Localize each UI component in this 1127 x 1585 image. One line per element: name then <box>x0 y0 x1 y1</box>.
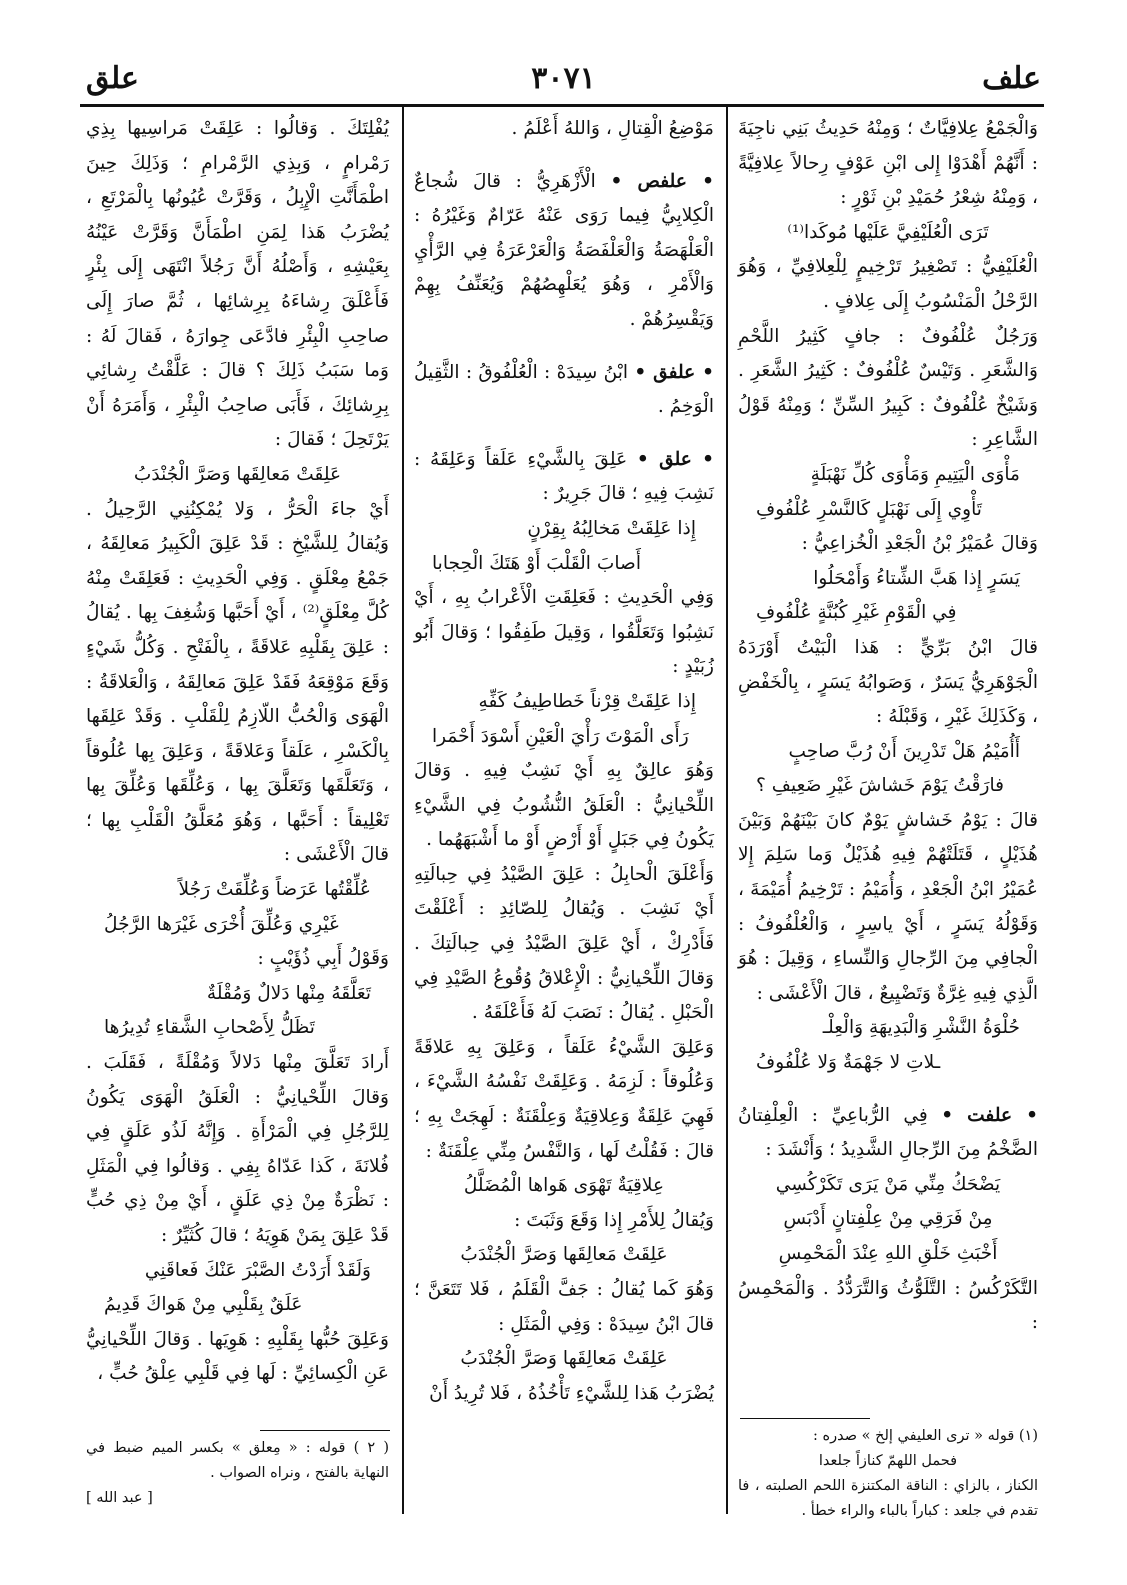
paragraph: مَوْضِعُ الْقِتالِ ، وَاللهُ أَعْلَمُ . <box>511 118 714 139</box>
verse-line: إِذا عَلِقَتْ مَخالِبُهُ بِقِرْنٍ <box>527 517 696 539</box>
paragraph: قالَ ابْنُ بَرِّيٍّ : هَذا الْبَيْتُ أَوْرَدَهُ الْجَوْهَرِيُّ يَسَرٌ ، وَصَوابُهُ يَسَرٍ ، بِالْخَفْضِ ، وَكَذَلِكَ غَيْرِ ، وَقَبْلَهُ : <box>738 636 1038 728</box>
paragraph: وَهُوَ كَما يُقالُ : جَفَّ الْقَلَمُ ، فَلا تَتَعَنَّ ؛ قالَ ابْنُ سِيدَهْ : وَفِي الْمَثَلِ : <box>414 1279 714 1335</box>
entry-headword: • علق • <box>636 448 714 470</box>
footnote-text: (١) قوله « ترى العليفي إلخ » صدره : <box>813 1428 1038 1444</box>
verse-line: تَأْوِي إِلَى نَهْبَلٍ كَالنَّسْرِ عُلْفُوفِ <box>756 498 982 520</box>
running-head-left: علق <box>86 61 139 96</box>
verse-line: أَصابَ الْقَلْبَ أَوْ هَتَكَ الْحِجابا <box>432 552 641 574</box>
column-left <box>86 112 389 1392</box>
entry-paragraph <box>414 356 714 425</box>
paragraph: وَعَلِقَ حُبُّها بِقَلْبِهِ : هَوِيَها . وَقالَ اللِّحْيانِيُّ عَنِ الْكِسائِيِّ : لَها فِي قَلْبِي عِلْقُ حُبٍّ ، <box>86 1328 389 1385</box>
entry-text: فِي الرُّباعِيِّ : الْعِلْفِتانُ الضَّخْمُ مِنَ الرِّجالِ الشَّدِيدُ ؛ وَأَنْشَدَ : <box>738 1104 1038 1161</box>
header-rule <box>80 104 1044 107</box>
footnote-rule-right <box>740 1418 870 1419</box>
footnote-signature: [ عبد الله ] <box>86 1490 153 1506</box>
verse-line: عَلَقٌ بِقَلْبِي مِنْ هَواكَ قَدِيمُ <box>104 1294 303 1316</box>
verse-line: تَظَلُّ لِأَصْحابِ الشَّقاءِ تُدِيرُها <box>104 1017 315 1039</box>
paragraph: يُضْرَبُ هَذا لِلشَّيْءِ تَأْخُذُهُ ، فَلا تُرِيدُ أَنْ <box>429 1382 714 1404</box>
entry-headword: • علفق • <box>634 361 714 383</box>
verse-line: عُلِّقْتُها عَرَضاً وَعُلِّقَتْ رَجُلاً <box>178 879 371 901</box>
paragraph: وَرَجُلٌ عُلْفُوفٌ : جافٍ كَثِيرُ اللَّحْمِ وَالشَّعَرِ . وَتَيْسٌ عُلْفُوفٌ : كَثِيرُ الشَّعَرِ . وَشَيْخٌ عُلْفُوفٌ : كَبِيرُ السِّنِّ ؛ وَمِنْهُ قَوْلُ الشَّاعِرِ : <box>738 325 1038 451</box>
paragraph: وَالْجَمْعُ عِلافِيَّاتٌ ؛ وَمِنْهُ حَدِيثُ بَنِي ناجِيَةَ : أَنَّهُمْ أَهْدَوْا إِلى ابْنِ عَوْفٍ رِحالاً عِلافِيَّةً ، وَمِنْهُ شِعْرُ حُمَيْدِ بْنِ ثَوْرٍ : <box>738 118 1038 209</box>
verse-line: أَخْبَثِ خَلْقِ اللهِ عِنْدَ الْمَحْمِسِ <box>778 1243 998 1264</box>
spacer <box>414 425 714 443</box>
paragraph: الْعُلَيْفِيُّ : تَصْغِيرُ تَرْخِيمٍ لِلْعِلافِيِّ ، وَهُوَ الرَّحْلُ الْمَنْسُوبُ إِلَى عِلافٍ . <box>738 256 1038 312</box>
paragraph: وَقالَ عُمَيْرُ بْنُ الْجَعْدِ الْخُزاعِيُّ : <box>801 533 1038 555</box>
entry-text: الْأَزْهَرِيُّ : قالَ شُجاعٌ الْكِلابِيُّ فِيما رَوَى عَنْهُ عَرّامٌ وَغَيْرُهُ : الْعَلْهَصَةُ وَالْعَلْفَصَةُ وَالْعَرْعَرَةُ فِي الرَّأْيِ وَالْأَمْرِ ، وَهُوَ يُعَلْهِصُهُمْ وَيُعَنِّفُ بِهِمْ وَيَقْسِرُهُمْ . <box>414 170 714 330</box>
verse-line: يَضْحَكُ مِنِّي مَنْ يَرَى تَكَرْكُسِي <box>775 1173 1001 1195</box>
entry-headword: • علفص • <box>610 170 714 192</box>
verse-line: ـلاتِ لا جَهْمَةٌ وَلا عُلْفُوفُ <box>756 1052 941 1074</box>
verse-line: تَرَى الْعُلَيْفِيَّ عَلَيْها مُوكَدا⁽¹⁾ <box>787 221 989 243</box>
footnote-text: ( ٢ ) قوله : « مِعلق » بكسر الميم ضبط في النهاية بالفتح ، ونراه الصواب . <box>86 1440 389 1481</box>
running-head-right: علف <box>982 61 1041 96</box>
spacer <box>414 147 714 165</box>
verse-line: فارَقْتُ يَوْمَ خَشاشَ غَيْرِ ضَعِيفِ ؟ <box>756 775 1005 797</box>
paragraph: التَّكَرْكُسُ : التَّلَوُّثُ وَالتَّرَدُّدُ . وَالْمَحْمِسُ : <box>738 1277 1038 1334</box>
verse-line: فِي الْقَوْمِ غَيْرِ كُبُنَّةٍ عُلْفُوفِ <box>756 602 957 624</box>
verse-line: يَسَرٍ إِذا هَبَّ الشِّتاءُ وَأَمْحَلُوا <box>813 567 1020 589</box>
paragraph: وَقَوْلُ أَبِي ذُؤَيْبٍ : <box>257 948 389 970</box>
paragraph: قالَ : يَوْمُ خَشاشٍ يَوْمٌ كانَ بَيْنَهُمْ وَبَيْنَ هُذَيْلٍ ، قَتَلَتْهُمْ فِيهِ هُذَيْلٌ وَما سَلِمَ إِلا عُمَيْرُ ابْنُ الْجَعْدِ ، وَأُمَيْمُ : تَرْخِيمُ أُمَيْمَةَ ، وَقَوْلُهُ يَسَرٍ ، أَيْ ياسِرٍ ، وَالْعُلْفُوفُ : الْجافِي مِنَ الرِّجالِ وَالنِّساءِ ، وَقِيلَ : هُوَ الَّذِي فِيهِ غِرَّةٌ وَتَضْيِيعٌ ، قالَ الْأَعْشَى : <box>738 809 1038 1004</box>
footnote-text: الكناز ، بالزاي : الناقة المكتنزة اللحم الصلبته ، فا تقدم في جلعد : كباراً بالباء والراء خطأ . <box>738 1478 1038 1519</box>
verse-line: رَأَى الْمَوْتَ رَأْيَ الْعَيْنِ أَسْوَدَ أَحْمَرا <box>432 725 689 747</box>
footnote-verse: فحمل اللهمّ كنازاً جلعدا <box>818 1453 958 1469</box>
entry-text: عَلِقَ بِالشَّيْءِ عَلَقاً وَعَلِقَهُ : نَشِبَ فِيهِ ؛ قالَ جَرِيرٌ : <box>414 448 714 505</box>
entry-paragraph <box>414 443 714 512</box>
paragraph: وَهُوَ عالِقٌ بِهِ أَيْ نَشِبٌ فِيهِ . وَقالَ اللِّحْيانِيُّ : الْعَلَقُ النُّشُوبُ فِي الشَّيْءِ يَكُونُ فِي جَبَلٍ أَوْ أَرْضٍ أَوْ ما أَشْبَهَهُما . <box>414 760 714 851</box>
spacer <box>738 1081 1038 1099</box>
verse-line: مَأْوَى الْيَتِيمِ وَمَأْوَى كُلِّ نَهْبَلَةٍ <box>810 463 1020 485</box>
verse-line: وَلَقَدْ أَرَدْتُ الصَّبْرَ عَنْكَ فَعاقَنِي <box>144 1259 371 1281</box>
paragraph: وَفِي الْحَدِيثِ : فَعَلِقَتِ الْأَعْرابُ بِهِ ، أَيْ نَشِبُوا وَتَعَلَّقُوا ، وَقِيلَ طَفِقُوا ؛ وَقالَ أَبُو زُبَيْدٍ : <box>414 587 714 678</box>
verse-line: عَلِقَتْ مَعالِقَها وَصَرَّ الْجُنْدَبُ <box>460 1348 668 1370</box>
paragraph: أَرادَ تَعَلَّقَ مِنْها دَلالاً وَمُقْلَةً ، فَقَلَبَ . وَقالَ اللِّحْيانِيُّ : الْعَلَقُ الْهَوَى يَكُونُ لِلرَّجُلِ فِي الْمَرْأَةِ . وَإِنَّهُ لَذُو عَلَقٍ فِي فُلانَةَ ، كَذا عَدّاهُ بِفِي . وَقالُوا فِي الْمَثَلِ : نَظْرَةٌ مِنْ ذِي عَلَقٍ ، أَيْ مِنْ ذِي حُبٍّ قَدْ عَلِقَ بِمَنْ هَوِيَهُ ؛ قالَ كُثَيِّرٌ : <box>86 1052 389 1246</box>
column-right <box>738 112 1038 1341</box>
footnote-left <box>86 1436 389 1511</box>
paragraph: وَعَلِقَ الشَّيْءُ عَلَقاً ، وَعَلِقَ بِهِ عَلاقَةً وَعُلُوقاً : لَزِمَهُ . وَعَلِقَتْ نَفْسُهُ الشَّيْءَ ، فَهِيَ عَلِقَةٌ وَعِلاقِيَةٌ وَعِلْقَنَةٌ : لَهِجَتْ بِهِ ؛ قالَ : فَقُلْتُ لَها ، وَالنَّفْسُ مِنِّي عِلْقَنَةٌ : <box>414 1036 714 1162</box>
verse-line: حُلْوَةُ النَّشْرِ وَالْبَدِيهَةِ وَالْعِلْـ <box>822 1017 1020 1039</box>
verse-line: عَلِقَتْ مَعالِقَها وَصَرَّ الْجُنْدَبُ <box>133 463 342 485</box>
verse-line: غَيْرِي وَعُلِّقَ أُخْرَى غَيْرَها الرَّجُلُ <box>104 913 339 935</box>
entry-paragraph <box>738 1099 1038 1168</box>
verse-line: عَلِقَتْ مَعالِقَها وَصَرَّ الْجُنْدَبُ <box>460 1244 668 1266</box>
verse-line: عِلاقِيَةٌ تَهْوَى هَواها الْمُضَلَّلُ <box>463 1175 665 1197</box>
paragraph: يُفْلِتَكَ . وَقالُوا : عَلِقَتْ مَراسِيها بِذِي رَمْرامٍ ، وَبِذِي الرَّمْرامِ ؛ وَذَلِكَ حِينَ اطْمَأَنَّتِ الْإِبِلُ ، وَقَرَّتْ عُيُونُها بِالْمَرْتَعِ ، يُضْرَبُ هَذا لِمَنِ اطْمَأَنَّ وَقَرَّتْ عَيْنُهُ بِعَيْشِهِ ، وَأَصْلُهُ أَنَّ رَجُلاً انْتَهَى إِلَى بِئْرٍ فَأَعْلَقَ رِشاءَهُ بِرِشائِها ، ثُمَّ صارَ إِلَى صاحِبِ الْبِئْرِ فادَّعَى جِوارَهُ ، فَقالَ لَهُ : وَما سَبَبُ ذَلِكَ ؟ قالَ : عَلَّقْتُ رِشائِي بِرِشائِكَ ، فَأَبَى صاحِبُ الْبِئْرِ ، وَأَمَرَهُ أَنْ يَرْتَحِلَ ؛ فَقالَ : <box>86 118 389 451</box>
entry-text: ابْنُ سِيدَهْ : الْعُلْفُوقُ : الثَّقِيلُ الْوَخِمُ . <box>414 361 714 418</box>
paragraph: وَيُقالُ لِلأَمْرِ إِذا وَقَعَ وَثَبَتَ : <box>514 1209 714 1231</box>
verse-line: إِذا عَلِقَتْ قِرْناً خَطاطِيفُ كَفِّهِ <box>478 690 696 712</box>
footnote-rule-left <box>260 1430 390 1431</box>
paragraph: أَيْ جاءَ الْحَرُّ ، وَلا يُمْكِنُنِي الرَّحِيلُ . وَيُقالُ لِلشَّيْخِ : قَدْ عَلِقَ الْكَبِيرُ مَعالِقَهُ ، جَمْعُ مِعْلَقٍ . وَفِي الْحَدِيثِ : فَعَلِقَتْ مِنْهُ كُلَّ مِعْلَقٍ⁽²⁾ ، أَيْ أَحَبَّها وَشُغِفَ بِها . يُقالُ : عَلِقَ بِقَلْبِهِ عَلاقَةً ، بِالْفَتْحِ . وَكُلُّ شَيْءٍ وَقَعَ مَوْقِعَهُ فَقَدْ عَلِقَ مَعالِقَهُ ، وَالْعَلاقَةُ : الْهَوَى وَالْحُبُّ اللّازِمُ لِلْقَلْبِ . وَقَدْ عَلِقَها بِالْكَسْرِ ، عَلَقاً وَعَلاقَةً ، وَعَلِقَ بِها عُلُوقاً ، وَتَعَلَّقَها وَتَعَلَّقَ بِها ، وَعُلِّقَها وَعُلِّقَ بِها تَعْلِيقاً : أَحَبَّها ، وَهُوَ مُعَلَّقُ الْقَلْبِ بِها ؛ قالَ الْأَعْشَى : <box>86 498 389 866</box>
column-divider-1 <box>726 104 728 1514</box>
column-divider-2 <box>402 104 404 1514</box>
footnote-right <box>738 1424 1038 1524</box>
entry-headword: • علفت • <box>941 1104 1038 1126</box>
verse-line: أَأُمَيْمُ هَلْ تَدْرِينَ أَنْ رُبَّ صاحِبٍ <box>788 740 1020 762</box>
verse-line: تَعَلَّقَهُ مِنْها دَلالٌ وَمُقْلَةٌ <box>206 982 371 1004</box>
verse-line: مِنْ فَرَقِي مِنْ عِلْفِتانٍ أَدْبَسِ <box>783 1208 993 1230</box>
paragraph: وَأَعْلَقَ الْحابِلُ : عَلِقَ الصَّيْدُ فِي حِبالَتِهِ أَيْ نَشِبَ . وَيُقالُ لِلصّائِدِ : أَعْلَقْتَ فَأَدْرِكْ ، أَيْ عَلِقَ الصَّيْدُ فِي حِبالَتِكَ . وَقالَ اللِّحْيانِيُّ : الْإِعْلاقُ وُقُوعُ الصَّيْدِ فِي الْحَبْلِ . يُقالُ : نَصَبَ لَهُ فَأَعْلَقَهُ . <box>414 863 714 1024</box>
entry-paragraph <box>414 165 714 338</box>
spacer <box>414 338 714 356</box>
column-middle <box>414 112 714 1411</box>
page-number: ٣٠٧١ <box>531 61 596 96</box>
